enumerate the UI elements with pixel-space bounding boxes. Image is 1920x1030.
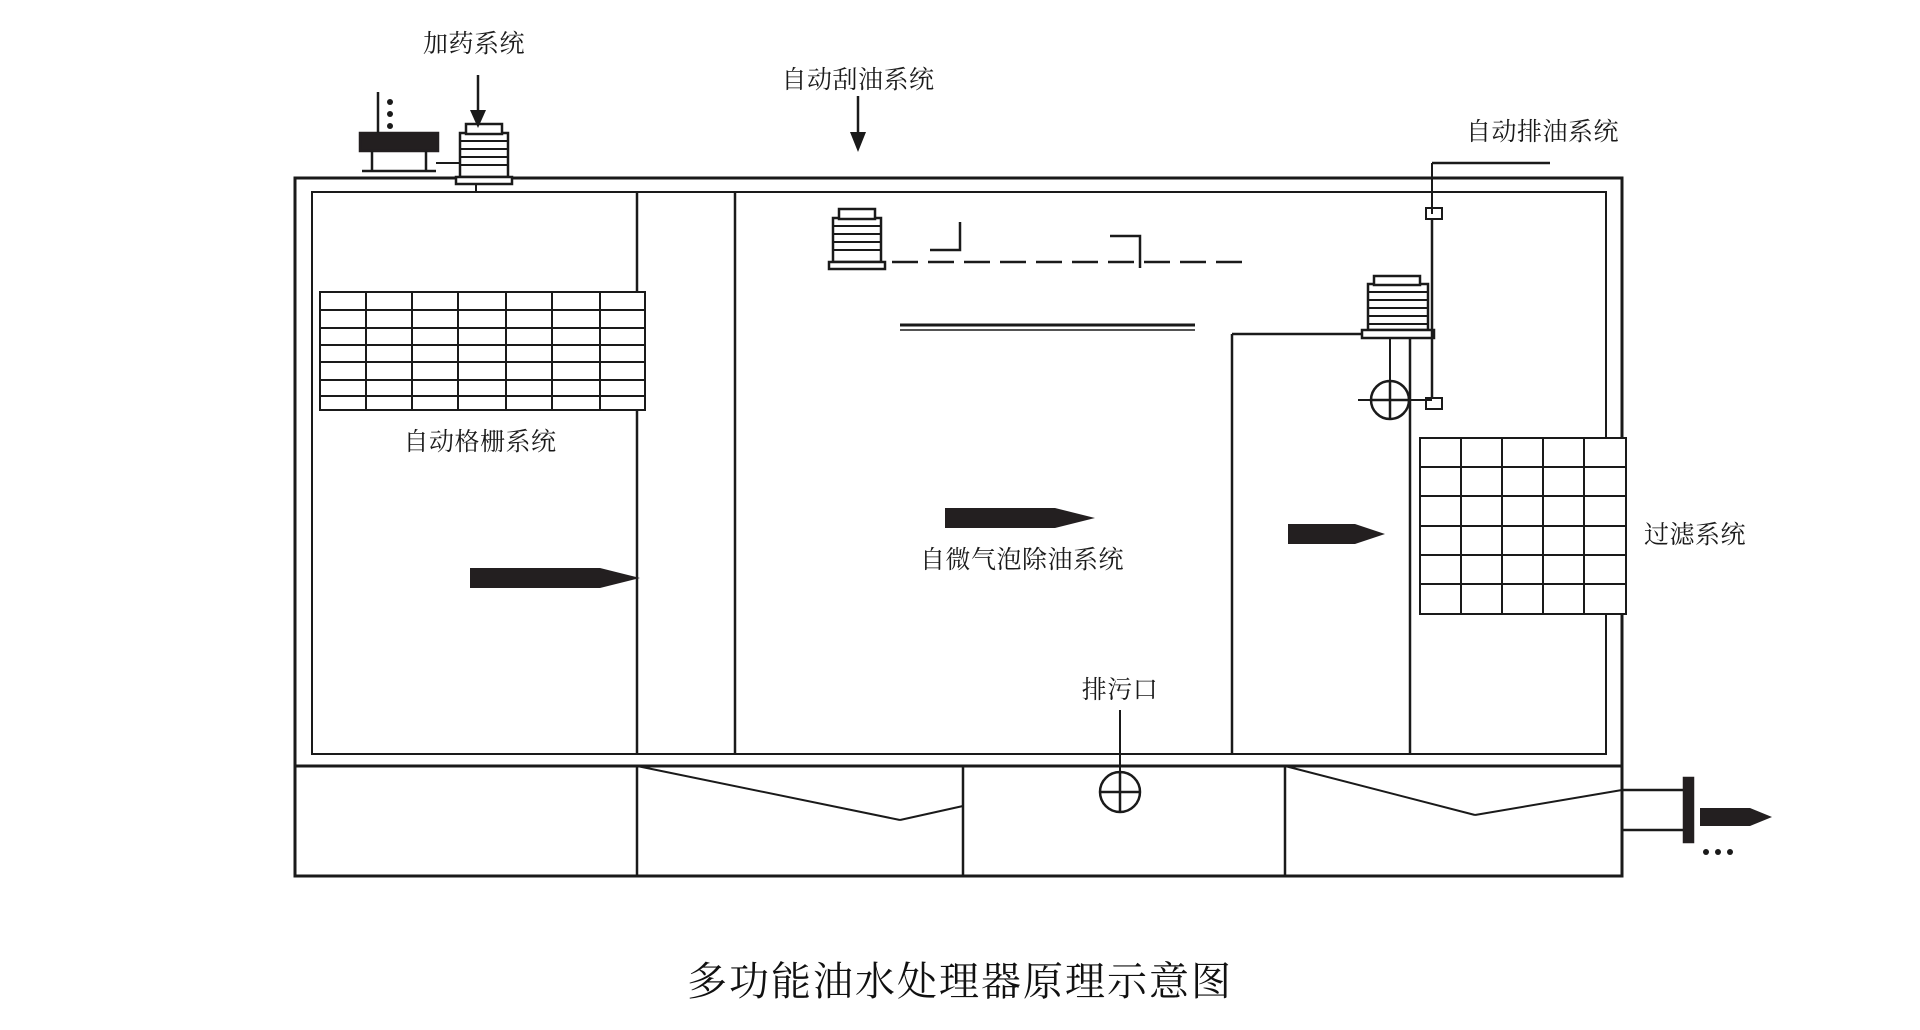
skimmer-motor-cap bbox=[839, 209, 875, 219]
label-filtration-system: 过滤系统 bbox=[1644, 520, 1747, 549]
skimmer-motor-body bbox=[833, 218, 881, 262]
outlet-dots bbox=[1703, 849, 1733, 855]
dosing-feed-dots bbox=[387, 99, 393, 129]
dosing-pump-motor-cap bbox=[466, 124, 502, 134]
label-sewage-outlet: 排污口 bbox=[1081, 675, 1159, 704]
oil-discharge-top-fitting bbox=[1426, 208, 1442, 219]
outlet-flange bbox=[1684, 778, 1693, 842]
auto-grille-screen bbox=[320, 292, 645, 410]
dosing-tank bbox=[360, 133, 438, 151]
label-auto-skimmer-system: 自动刮油系统 bbox=[781, 65, 935, 94]
label-auto-grille-system: 自动格栅系统 bbox=[403, 427, 557, 456]
label-auto-oil-discharge-system: 自动排油系统 bbox=[1466, 117, 1620, 146]
skimmer-motor-base bbox=[829, 262, 885, 269]
diagram-title: 多功能油水处理器原理示意图 bbox=[687, 959, 1233, 1005]
outlet-flow-arrow bbox=[1700, 808, 1772, 826]
label-micro-bubble-deoiling-system: 自微气泡除油系统 bbox=[919, 545, 1125, 574]
oil-discharge-motor-cap bbox=[1374, 276, 1420, 285]
filtration-grid bbox=[1420, 438, 1626, 614]
dosing-pump-motor-base bbox=[456, 177, 512, 184]
label-dosing-system: 加药系统 bbox=[422, 29, 526, 58]
skimmer-label-arrowhead bbox=[850, 132, 866, 152]
bottom-hopper-shell bbox=[295, 766, 1622, 876]
dosing-pump-motor-body bbox=[460, 133, 508, 177]
oil-discharge-motor-base bbox=[1362, 330, 1434, 338]
